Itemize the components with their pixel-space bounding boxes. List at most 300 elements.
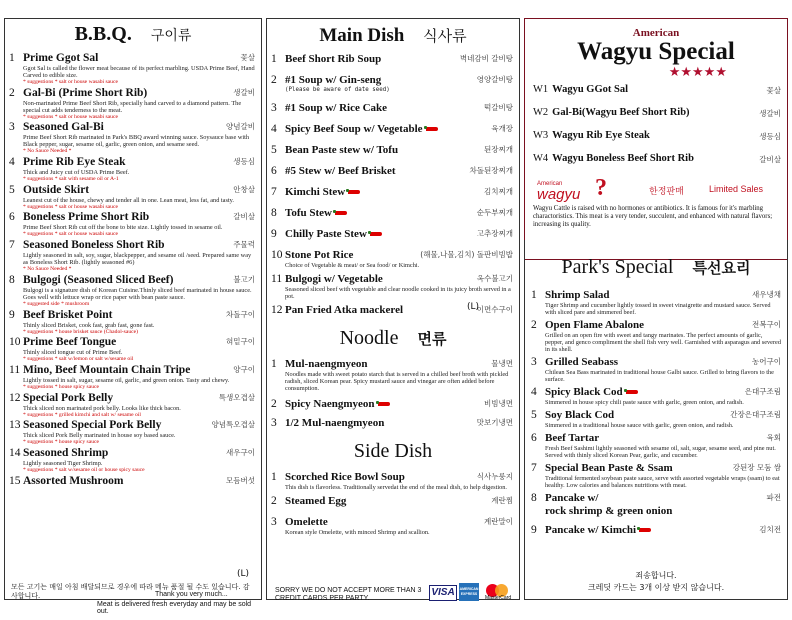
item-number: 2 xyxy=(271,398,277,410)
item-korean-name: 안창살 xyxy=(233,184,255,194)
item-korean-name: 농어구이 xyxy=(752,357,781,366)
item-name xyxy=(285,144,513,157)
wagyu-item-number: W2 xyxy=(533,107,549,118)
menu-item xyxy=(267,358,519,392)
item-name-text: Soy Black Cod xyxy=(545,409,615,421)
item-korean-name: 비빔냉면 xyxy=(484,399,513,408)
wagyu-item-korean: 갈비살 xyxy=(759,155,781,164)
item-korean-name: 양구이 xyxy=(233,364,255,374)
menu-item xyxy=(525,524,787,537)
menu-item xyxy=(267,417,519,430)
wagyu-question: ? xyxy=(595,175,607,201)
item-korean-name: 차돌구이 xyxy=(226,309,255,319)
main-dish-l-mark: (L) xyxy=(467,302,480,312)
item-name-text: Spicy Beef Soup w/ Vegetable xyxy=(285,123,423,135)
menu-item xyxy=(525,462,787,489)
menu-item xyxy=(267,53,519,66)
item-korean-name: 특생오겹살 xyxy=(218,392,255,402)
item-korean-name: 파전 xyxy=(766,493,781,502)
item-name-text: Omelette xyxy=(285,516,328,528)
wagyu-logo: wagyu xyxy=(537,186,581,203)
item-name-text: Prime Rib Eye Steak xyxy=(23,156,126,169)
item-korean-name: 전복구이 xyxy=(752,320,781,329)
item-korean-name: 이면수구이 xyxy=(476,305,513,314)
side-dish-section-title xyxy=(267,440,519,463)
menu-item xyxy=(267,165,519,178)
item-name-text: Tofu Stew xyxy=(285,207,332,219)
menu-item xyxy=(267,495,519,508)
item-korean-name: 갈비살 xyxy=(233,212,255,222)
item-name-text: Special Pork Belly xyxy=(23,391,114,404)
item-name xyxy=(285,358,513,371)
item-name-text: Mul-naengmyeon xyxy=(285,358,368,370)
wagyu-item-name xyxy=(533,83,787,97)
item-name xyxy=(23,52,255,65)
main-dish-list xyxy=(267,53,519,317)
item-name xyxy=(285,495,513,508)
item-description: Fresh Beef Sashimi lightly seasoned with sesame oil, salt, sugar, sesame seed, and pine nut. Served with thinly sliced Korean Pear, garlic, and cucumber. xyxy=(545,445,776,459)
item-description: Thick sliced non marinated pork belly. Looks like thick bacon. xyxy=(23,404,181,412)
chili-pepper-icon xyxy=(639,528,651,532)
menu-item xyxy=(5,274,261,308)
item-korean-name: 간장은대구조림 xyxy=(730,410,781,419)
item-number: 5 xyxy=(9,183,15,196)
menu-item xyxy=(5,419,261,446)
item-number: 4 xyxy=(9,156,15,169)
item-name xyxy=(545,432,781,445)
mastercard-text: MasterCard xyxy=(485,595,512,601)
visa-logo: VISA xyxy=(429,585,457,601)
item-suggestion: * suggestions * house spicy sauce xyxy=(23,439,99,446)
item-suggestion: * suggestions * salt or house wasabi sauce xyxy=(23,113,118,120)
menu-item xyxy=(267,304,519,317)
item-suggestion: * suggestions * salt or house wasabi sauce xyxy=(23,203,118,210)
menu-item xyxy=(5,87,261,121)
item-korean-name: 양념갈비 xyxy=(226,122,255,132)
credit-card-note: SORRY WE DO NOT ACCEPT MORE THAN 3 CREDIT CARDS PER PARTY. xyxy=(275,587,422,602)
item-number: 4 xyxy=(271,123,277,135)
item-name-text: Open Flame Abalone xyxy=(545,319,645,331)
item-number: 7 xyxy=(9,239,15,252)
menu-item xyxy=(525,289,787,316)
menu-item xyxy=(267,207,519,220)
menu-item xyxy=(525,409,787,429)
menu-item xyxy=(5,211,261,238)
item-suggestion: * suggestions * salt or house wasabi sauce xyxy=(23,231,118,238)
item-description: Choice of Vegetable & meat/ or Sea food/ or Kimchi. xyxy=(285,262,420,269)
parks-title: Park's Special xyxy=(561,256,674,278)
wagyu-item-name xyxy=(533,106,787,120)
item-number: 8 xyxy=(531,492,537,504)
item-name-text: #1 Soup w/ Rice Cake xyxy=(285,102,388,114)
item-description: Bulgogi is a signature dish of Korean Cuisine.Thinly sliced beef marinated in house sauce. Goes well with lettuce wrap or rice paper with bean paste sauce. xyxy=(23,286,252,301)
wagyu-logo-american: American xyxy=(537,181,563,187)
item-korean-name: 떡갈비탕 xyxy=(484,103,513,112)
item-number: 12 xyxy=(271,304,283,316)
chili-pepper-icon xyxy=(378,402,390,406)
item-name xyxy=(23,475,255,488)
item-name-text: Spicy Naengmyeon xyxy=(285,398,375,410)
noodle-title: Noodle xyxy=(339,327,399,349)
chili-pepper-icon xyxy=(348,190,360,194)
menu-item xyxy=(267,123,519,136)
menu-item xyxy=(525,492,787,518)
menu-item xyxy=(267,102,519,115)
item-name-text: Bulgogi w/ Vegetable xyxy=(285,273,383,285)
item-number: 3 xyxy=(271,417,277,429)
bbq-footer-en: Meat is delivered fresh everyday and may be sold out. xyxy=(97,601,252,615)
main-dish-title: Main Dish xyxy=(319,25,405,46)
item-korean-name: 영양갈비탕 xyxy=(476,75,513,84)
wagyu-item xyxy=(525,83,787,106)
item-subnote: (Please be aware of date seed) xyxy=(285,87,390,93)
item-korean-name: 고추장찌개 xyxy=(476,229,513,238)
item-korean-name: 순두부찌개 xyxy=(476,208,513,217)
item-name-text: #1 Soup w/ Gin-seng xyxy=(285,74,382,86)
noodle-section-title xyxy=(267,327,519,350)
item-name xyxy=(23,184,255,197)
item-number: 1 xyxy=(271,53,277,65)
noodle-title-ko: 면류 xyxy=(417,330,447,348)
item-korean-name: 양념특오겹살 xyxy=(211,420,255,430)
item-korean-name: (해물,나물,김치) 돌판비빔밥 xyxy=(420,250,513,259)
item-name-text: Boneless Prime Short Rib xyxy=(23,211,150,224)
wagyu-limited-row xyxy=(525,175,787,203)
item-description: Leanest cut of the house, chewy and tender all in one. Lean meat, less fat, and tasty. xyxy=(23,196,234,204)
wagyu-title: Wagyu Special xyxy=(577,38,735,65)
item-name xyxy=(545,492,781,505)
item-name xyxy=(23,121,255,134)
item-number: 2 xyxy=(531,319,537,331)
item-korean-name: 김치찌개 xyxy=(484,187,513,196)
item-number: 8 xyxy=(271,207,277,219)
wagyu-item-name-text: Wagyu GGot Sal xyxy=(552,84,629,95)
item-description: Noodles made with sweet potato starch that is served in a chilled beef broth with pickled radish, sliced Korean pear. Spicy mustard sauce and vinegar are often added before consumption. xyxy=(285,371,509,392)
parks-special-box xyxy=(524,240,788,600)
item-number: 14 xyxy=(9,446,21,459)
item-name-text: Seasoned Special Pork Belly xyxy=(23,419,162,432)
item-name xyxy=(545,524,781,537)
item-name-text: Prime Ggot Sal xyxy=(23,52,99,64)
wagyu-list xyxy=(525,83,787,175)
main-column xyxy=(266,18,520,600)
item-description: Ggot Sal is called the flower meat because of its perfect marbling. USDA Prime Beef, Hand Carved to edible size. xyxy=(23,65,255,79)
item-number: 2 xyxy=(9,86,15,99)
item-number: 6 xyxy=(9,211,15,224)
item-number: 2 xyxy=(271,74,277,86)
item-name-text: Seasoned Gal-Bi xyxy=(23,121,104,134)
menu-item xyxy=(267,228,519,241)
wagyu-item-korean: 생갈비 xyxy=(759,109,781,118)
item-number: 9 xyxy=(531,524,537,536)
item-suggestion: * suggestions * house brisket sauce (Chadol-sauce) xyxy=(23,328,138,335)
item-number: 7 xyxy=(271,186,277,198)
item-description: Lightly tossed in salt, sugar, sesame oil, garlic, and green onion. Tasty and chewy. xyxy=(23,376,230,384)
item-number: 5 xyxy=(271,144,277,156)
item-korean-name: 생등심 xyxy=(233,157,255,167)
item-number: 3 xyxy=(531,356,537,368)
item-suggestion: * suggested side * mushroom xyxy=(23,300,90,307)
side-dish-title: Side Dish xyxy=(353,440,433,462)
item-number: 15 xyxy=(9,474,21,487)
item-number: 7 xyxy=(531,462,537,474)
parks-section-title xyxy=(525,256,787,279)
menu-item xyxy=(5,156,261,183)
item-korean-name: 옥수불고기 xyxy=(476,274,513,283)
wagyu-limited-en: Limited Sales xyxy=(709,184,764,194)
item-description: Simmered in a traditional house sauce with garlic, green onion, and radish. xyxy=(545,422,734,429)
item-description: Tiger Shrimp and cucumber lightly tossed in sweet vinaigrette and mustard sauce. Served with sliced pare and simmered beef. xyxy=(545,302,771,316)
item-korean-name: 물냉면 xyxy=(491,359,513,368)
side-dish-list xyxy=(267,471,519,536)
wagyu-item-number: W1 xyxy=(533,84,549,95)
bbq-column xyxy=(4,18,262,615)
main-dish-section-title xyxy=(267,25,519,47)
item-number: 4 xyxy=(531,386,537,398)
menu-item xyxy=(525,319,787,353)
item-korean-name: 된장찌개 xyxy=(484,145,513,154)
menu-item xyxy=(267,74,519,94)
item-name xyxy=(545,289,781,302)
item-name xyxy=(545,319,781,332)
item-name xyxy=(23,364,255,377)
menu-item xyxy=(525,432,787,459)
item-name-text: Beef Short Rib Soup xyxy=(285,53,382,65)
bbq-title: B.B.Q. xyxy=(74,23,132,45)
item-number: 6 xyxy=(271,165,277,177)
item-description: Non-marinated Prime Beef Short Rib, specially hand carved to a diamond pattern. The special cut adds tenderness to the meat. xyxy=(23,99,242,114)
item-korean-name: 모듬버섯 xyxy=(226,475,255,485)
item-description: This dish is flavorless. Traditionally servedat the end of the meal dish, to help digestion. xyxy=(285,484,507,491)
item-description: Thick sliced Pork Belly marinated in house soy based sauce. xyxy=(23,432,176,440)
menu-item xyxy=(5,52,261,86)
item-number: 10 xyxy=(9,336,21,349)
chili-pepper-icon xyxy=(426,127,438,131)
item-name-text: Outside Skirt xyxy=(23,183,90,196)
item-korean-name: 육회 xyxy=(766,433,781,442)
item-korean-name: 은대구조림 xyxy=(744,387,781,396)
item-number: 3 xyxy=(271,102,277,114)
wagyu-special-box xyxy=(524,18,788,260)
wagyu-desc: Wagyu Cattle is raised with no hormones or antibiotics. It is famous for it's marbling charactoristics. This meat is a very tender, succulent, and enhanced with natural flavors; increasing its quality. xyxy=(533,205,773,228)
item-suggestion: * No Sauce Needed * xyxy=(23,148,72,155)
item-name xyxy=(545,356,781,369)
item-name xyxy=(23,156,255,169)
item-number: 9 xyxy=(9,308,15,321)
item-name xyxy=(23,447,255,460)
item-name-text: Scorched Rice Bowl Soup xyxy=(285,471,405,483)
parks-footer-ko2: 크레딧 카드는 3개 이상 받지 않습니다. xyxy=(587,583,725,592)
wagyu-item xyxy=(525,129,787,152)
wagyu-stars: ★★★★★ xyxy=(668,64,727,79)
wagyu-item-name-text: Gal-Bi(Wagyu Beef Short Rib) xyxy=(552,107,690,118)
item-name-text: Gal-Bi (Prime Short Rib) xyxy=(23,86,148,99)
item-suggestion: * No Sauce Needed * xyxy=(23,266,72,273)
item-number: 9 xyxy=(271,228,277,240)
menu-item xyxy=(5,121,261,155)
menu-item xyxy=(525,356,787,383)
item-name-text: Seasoned Boneless Short Rib xyxy=(23,239,165,252)
item-korean-name: 계란찜 xyxy=(491,496,513,505)
item-number: 5 xyxy=(531,409,537,421)
item-name-text: Assorted Mushroom xyxy=(23,474,124,487)
item-name-text: Bean Paste stew w/ Tofu xyxy=(285,144,399,156)
main-dish-title-ko: 식사류 xyxy=(423,27,467,45)
item-korean-name: 김치전 xyxy=(759,525,781,534)
item-name xyxy=(285,398,513,411)
item-description: Thinly sliced tongue cut of Prime Beef. xyxy=(23,349,123,357)
item-number: 6 xyxy=(531,432,537,444)
item-description: Prime Beef Short Rib marinated in Park's BBQ award winning sauce. Soysauce base with Black pepper, sugar, sesame oil, garlic, green onion, and sesame seed. xyxy=(23,134,250,149)
item-name xyxy=(23,239,255,252)
menu-item xyxy=(5,364,261,391)
parks-title-ko: 특선요리 xyxy=(692,259,751,277)
item-korean-name: 생갈비 xyxy=(233,87,255,97)
wagyu-item xyxy=(525,152,787,175)
item-name-text: Mino, Beef Mountain Chain Tripe xyxy=(23,363,191,376)
item-name-text: Shrimp Salad xyxy=(545,289,610,301)
menu-item xyxy=(267,144,519,157)
item-number: 1 xyxy=(9,52,15,64)
chili-pepper-icon xyxy=(626,390,638,394)
item-number: 13 xyxy=(9,419,21,432)
item-name xyxy=(285,102,513,115)
menu-item xyxy=(5,336,261,363)
wagyu-item-korean: 생등심 xyxy=(759,132,781,141)
item-name-text: Stone Pot Rice xyxy=(285,249,354,261)
item-description: Grilled on an open fire with sweet and tangy marinates. The perfect amounts of garlic, pepper, and genco compliment the shell fish very well. Garnished with asparagus and severed in its shell. xyxy=(545,332,781,353)
item-description: Chilean Sea Bass marinated in traditional house Galbi sauce. Grilled to bring flavors to the surface. xyxy=(545,369,774,383)
item-description: Korean style Omelette, with minced Shrimp and scallion. xyxy=(285,529,430,536)
item-suggestion: * suggestions * salt or house wasabi sauce xyxy=(23,79,118,85)
item-name-text: Grilled Seabass xyxy=(545,356,619,368)
wagyu-item xyxy=(525,106,787,129)
item-number: 1 xyxy=(271,358,277,370)
menu-item xyxy=(5,184,261,211)
item-name-line2: rock shrimp & green onion xyxy=(545,505,673,517)
item-name xyxy=(23,336,255,349)
bbq-list xyxy=(5,52,261,488)
wagyu-item-name-text: Wagyu Rib Eye Steak xyxy=(552,130,650,141)
noodle-list xyxy=(267,358,519,430)
wagyu-american: American xyxy=(632,27,680,39)
menu-item xyxy=(5,392,261,419)
item-suggestion: * suggestions * salt w/lemon or salt w/sesame oil xyxy=(23,356,134,363)
item-korean-name: 맛보기냉면 xyxy=(476,418,513,427)
item-name-text: Kimchi Stew xyxy=(285,186,346,198)
menu-item xyxy=(5,447,261,474)
item-korean-name: 차돌된장찌개 xyxy=(469,166,513,175)
item-number: 1 xyxy=(531,289,537,301)
wagyu-item-number: W3 xyxy=(533,130,549,141)
bbq-l-mark: (L) xyxy=(237,569,250,579)
wagyu-limited-ko: 한정판매 xyxy=(649,187,684,197)
item-name-text: #5 Stew w/ Beef Brisket xyxy=(285,165,396,177)
item-name-text: 1/2 Mul-naengmyeon xyxy=(285,417,385,429)
wagyu-item-name xyxy=(533,152,787,166)
item-name-text: Steamed Egg xyxy=(285,495,347,507)
menu-item xyxy=(267,249,519,269)
item-korean-name: 주물럭 xyxy=(233,240,255,250)
wagyu-item-number: W4 xyxy=(533,153,549,164)
wagyu-item-name-text: Wagyu Boneless Beef Short Rib xyxy=(552,153,694,164)
mastercard-logo xyxy=(485,584,511,601)
item-name xyxy=(23,274,255,287)
item-number: 3 xyxy=(9,121,15,134)
item-name-text: Beef Brisket Point xyxy=(23,308,113,321)
item-korean-name: 혀밑구이 xyxy=(226,337,255,347)
item-name xyxy=(23,87,255,100)
item-name-text: Bulgogi (Seasoned Sliced Beef) xyxy=(23,273,174,286)
bbq-section-title xyxy=(5,23,261,46)
item-name-text: Special Bean Paste & Ssam xyxy=(545,462,673,474)
item-korean-name: 계란말이 xyxy=(484,517,513,526)
item-name xyxy=(23,309,255,322)
item-number: 2 xyxy=(271,495,277,507)
item-name xyxy=(285,516,513,529)
chili-pepper-icon xyxy=(370,232,382,236)
item-name-text: Seasoned Shrimp xyxy=(23,446,109,459)
item-number: 11 xyxy=(271,273,283,285)
item-name-text: Prime Beef Tongue xyxy=(23,336,117,349)
item-name-text: Beef Tartar xyxy=(545,432,600,444)
menu-item xyxy=(267,186,519,199)
item-name-text: Spicy Black Cod xyxy=(545,386,623,398)
item-name-text: Pan Fried Atka mackerel xyxy=(285,304,404,316)
item-korean-name: 육개장 xyxy=(491,124,513,133)
bbq-footer-thanks: Thank you very much... xyxy=(155,591,228,598)
item-description: Seasoned sliced beef with vegetable and clear noodle cooked in its juicy broth served in a pot. xyxy=(285,286,511,300)
item-description: Lightly seasoned in salt, soy, sugar, blackpepper, and sesame oil /seed. Prepared same way as Boneless Short Rib. (lightly seasoned #6) xyxy=(23,252,252,267)
menu-item xyxy=(5,475,261,488)
item-name-text: Pancake w/ xyxy=(545,492,599,504)
item-number: 11 xyxy=(9,363,21,376)
menu-item xyxy=(525,386,787,406)
item-korean-name: 새우냉채 xyxy=(752,290,781,299)
menu-item xyxy=(267,273,519,300)
wagyu-item-korean: 꽃살 xyxy=(766,86,781,95)
item-description: Thinly sliced Brisket, cook fast, grab fast, gone fast. xyxy=(23,321,155,329)
item-description: Simmered in house spicy chili paste sauce with garlic, green onion, and radish. xyxy=(545,399,744,406)
item-name-text: Chilly Paste Stew xyxy=(285,228,367,240)
item-korean-name: 강된장 모둠 쌈 xyxy=(732,463,781,472)
menu-item xyxy=(267,516,519,536)
menu-item xyxy=(267,398,519,411)
item-number: 10 xyxy=(271,249,283,261)
parks-list xyxy=(525,289,787,537)
bbq-title-ko: 구이류 xyxy=(150,28,192,44)
item-name xyxy=(23,211,255,224)
item-suggestion: * suggestions * salt with sesame oil or A-1 xyxy=(23,176,119,183)
item-description: Traditional fermented soybean paste sauce, serve with assorted vegetable wraps (ssam) to eat healthy. Low calories and balances nutritions with meat. xyxy=(545,475,780,489)
menu-item xyxy=(267,471,519,491)
item-number: 12 xyxy=(9,391,21,404)
item-suggestion: * suggestions * grilled kimchi and salt w/ sesame oil xyxy=(23,411,141,418)
menu-item xyxy=(5,239,261,273)
item-number: 3 xyxy=(271,516,277,528)
item-suggestion: * suggestions * house spicy sauce xyxy=(23,383,99,390)
item-number: 8 xyxy=(9,273,15,286)
item-suggestion: * suggestions * salt w/sesame oil or house spicy sauce xyxy=(23,466,145,473)
amex-logo: AMERICAN EXPRESS xyxy=(459,583,479,601)
item-korean-name: 꽃살 xyxy=(240,53,255,62)
item-name-text: Pancake w/ Kimchi xyxy=(545,524,637,536)
bbq-footer-ko: 모든 고기는 매일 아침 배달되므로 경우에 따라 메뉴 품절 될 수도 있습니다. 감사합니다. xyxy=(11,583,250,600)
item-name xyxy=(285,186,513,199)
chili-pepper-icon xyxy=(335,211,347,215)
item-name xyxy=(285,123,513,136)
item-korean-name: 식사누룽지 xyxy=(476,472,513,481)
